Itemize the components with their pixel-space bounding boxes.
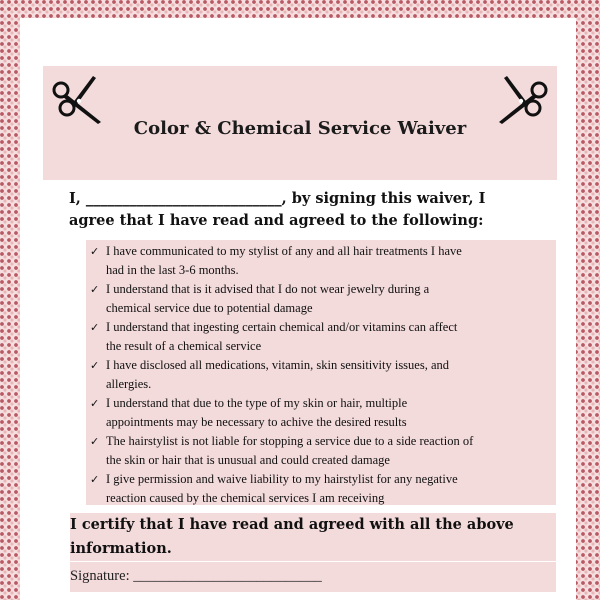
terms-panel xyxy=(86,240,556,505)
waiver-header xyxy=(43,66,557,180)
scissors-icon xyxy=(491,70,551,130)
signature-panel xyxy=(70,562,556,592)
checkmark-icon: ✓ xyxy=(90,435,100,448)
certify-line-2: information. xyxy=(70,540,172,557)
terms-list xyxy=(86,240,556,508)
agreement-line-2: agree that I have read and agreed to the following: xyxy=(69,212,484,229)
checkmark-icon: ✓ xyxy=(90,321,100,334)
certification-statement xyxy=(70,513,556,561)
list-item: ✓ I understand that due to the type of my skin or hair, multiple appointments may be necessary to achive the desired results xyxy=(90,396,408,429)
list-item: ✓ The hairstylist is not liable for stopping a service due to a side reaction of the skin or hair that is unusual and could created damage xyxy=(90,434,474,467)
signature-field[interactable]: Signature: __________________________ xyxy=(70,568,322,584)
checkmark-icon: ✓ xyxy=(90,397,100,410)
page-title: Color & Chemical Service Waiver xyxy=(133,118,467,139)
agreement-statement xyxy=(69,188,556,232)
agreement-line-1: I, ___________________________, by signing this waiver, I xyxy=(69,190,486,207)
certify-line-1: I certify that I have read and agreed with all the above xyxy=(70,516,514,533)
checkmark-icon: ✓ xyxy=(90,283,100,296)
checkmark-icon: ✓ xyxy=(90,245,100,258)
list-item: ✓ I understand that ingesting certain chemical and/or vitamins can affect the result of a chemical service xyxy=(90,320,458,353)
checkmark-icon: ✓ xyxy=(90,473,100,486)
list-item: ✓ I have communicated to my stylist of any and all hair treatments I have had in the last 3-6 months. xyxy=(90,244,462,277)
checkmark-icon: ✓ xyxy=(90,359,100,372)
list-item: ✓ I have disclosed all medications, vitamin, skin sensitivity issues, and allergies. xyxy=(90,358,450,391)
list-item: ✓ I give permission and waive liability to my hairstylist for any negative reaction caused by the chemical services I am receiving xyxy=(90,472,458,505)
list-item: ✓ I understand that is it advised that I do not wear jewelry during a chemical service due to potential damage xyxy=(90,282,430,315)
